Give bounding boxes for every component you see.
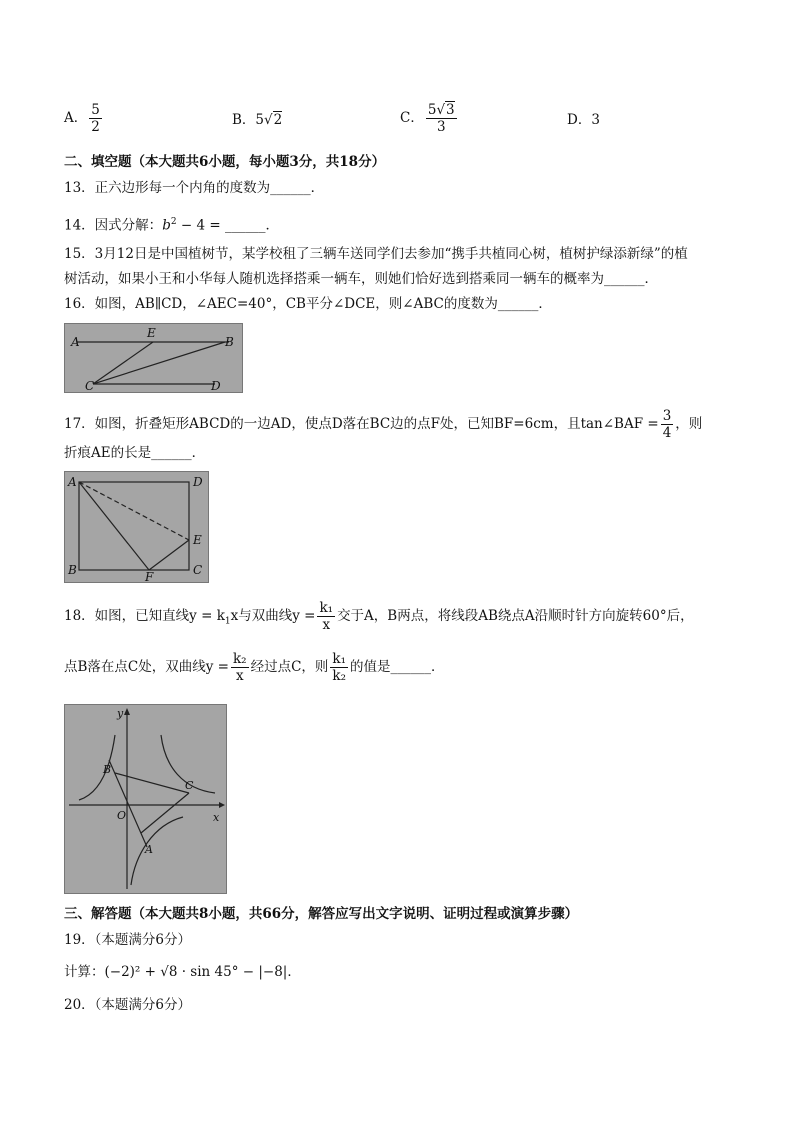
q17-line1 [64, 408, 702, 441]
label-e: E [147, 326, 156, 340]
label-d: D [193, 475, 203, 489]
option-c-rad: 3 [446, 102, 455, 118]
option-c-label: C． [400, 110, 424, 126]
q17-line2: 折痕AE的长是______． [64, 445, 206, 461]
q17-text-a: 17．如图，折叠矩形ABCD的一边AD，使点D落在BC边的点F处，已知BF=6cm，且tan∠BAF = [64, 416, 659, 432]
label-c: C [193, 563, 203, 577]
label-o: O [117, 809, 127, 822]
q16-diagram [65, 324, 242, 392]
label-y: y [117, 707, 124, 720]
x-arrow [219, 802, 225, 808]
line-fe [149, 540, 189, 570]
q18-f2-den: x [235, 668, 244, 684]
line-af [79, 482, 149, 570]
q18-text-e: 经过点C，则 [250, 659, 329, 675]
option-d-text: 3 [591, 112, 600, 128]
q19-calc-prefix: 计算： [64, 964, 105, 980]
q18-diagram [65, 705, 226, 893]
option-b-coef: 5 [255, 112, 265, 128]
q15-line1: 15．3月12日是中国植树节，某学校租了三辆车送同学们去参加“携手共植同心树，植树护绿添新绿”的植 [64, 246, 688, 262]
line-ce [93, 342, 153, 384]
label-b: B [68, 563, 77, 577]
q14-prefix: 14．因式分解： [64, 217, 163, 234]
segment-bc [115, 773, 189, 793]
option-c-den: 3 [436, 119, 446, 135]
q14-exp: 2 [170, 217, 177, 227]
section2-heading: 二、填空题（本大题共6小题，每小题3分，共18分） [64, 154, 386, 170]
q18-f2-num: k₂ [232, 651, 247, 667]
q18-f1-num: k₁ [319, 600, 334, 616]
q14-b: b [162, 217, 171, 234]
option-a-label: A． [64, 110, 88, 126]
q14-rest: − 4 = ______． [176, 217, 279, 234]
q13: 13．正六边形每一个内角的度数为______． [64, 180, 325, 196]
option-a-den: 2 [91, 119, 100, 135]
line-cb [93, 342, 225, 384]
q14 [64, 212, 279, 236]
q18-f1-den: x [322, 617, 331, 633]
label-d: D [211, 379, 221, 392]
label-a: A [145, 843, 153, 856]
q18-f3-num: k₁ [332, 651, 347, 667]
option-b-label: B． [232, 112, 256, 128]
q18-text-b: x与双曲线y = [230, 608, 316, 624]
q18-line1 [64, 600, 694, 633]
q17-text-b: ，则 [675, 416, 703, 432]
label-b: B [103, 763, 112, 776]
q15-line2: 树活动，如果小王和小华每人随机选择搭乘一辆车，则她们恰好选到搭乘同一辆车的概率为______． [64, 271, 658, 287]
q18-f3-den: k₂ [332, 668, 347, 684]
q19-title: 19．（本题满分6分） [64, 932, 192, 948]
q18-text-a: 18．如图，已知直线y = k [64, 608, 225, 624]
q18-text-f: 的值是______． [350, 659, 445, 675]
label-f: F [145, 570, 154, 582]
q18-text-d: 点B落在点C处，双曲线y = [64, 659, 229, 675]
option-d-label: D． [567, 112, 592, 128]
q17-diagram [65, 472, 208, 582]
q18-figure [64, 704, 227, 894]
q17-figure [64, 471, 209, 583]
label-a: A [68, 475, 77, 489]
q18-sub: 1 [224, 616, 231, 627]
q18-line2 [64, 651, 445, 684]
option-a-num: 5 [91, 102, 100, 118]
label-e: E [193, 533, 202, 547]
option-b-rad: 2 [273, 112, 283, 128]
section3-heading: 三、解答题（本大题共8小题，共66分，解答应写出文字说明、证明过程或演算步骤） [64, 906, 579, 922]
q16-figure [64, 323, 243, 393]
line-y-k1x [109, 760, 147, 847]
line-ae [79, 482, 189, 540]
q20-title: 20．（本题满分6分） [64, 997, 192, 1013]
q19-calc-expr: (−2)² + √8 · sin 45° − |−8|． [104, 964, 301, 980]
q17-frac-den: 4 [662, 425, 672, 441]
label-x: x [213, 811, 220, 824]
segment-ca [141, 793, 189, 833]
option-c: C． $\frac{5√3}{3}$ [400, 102, 455, 135]
label-c: C [185, 779, 194, 792]
option-d [567, 110, 600, 130]
rect-abcd [79, 482, 189, 570]
option-c-coef: 5 [427, 102, 437, 118]
label-a: A [71, 335, 80, 349]
label-c: C [85, 379, 95, 392]
q19-calc [64, 962, 301, 982]
q18-text-c: 交于A，B两点，将线段AB绕点A沿顺时针方向旋转60°后， [337, 608, 694, 624]
option-a [64, 102, 104, 135]
q17-frac-num: 3 [662, 408, 672, 424]
y-arrow [124, 708, 130, 715]
label-b: B [225, 335, 234, 349]
option-b: B．5√2 [232, 112, 283, 128]
q16: 16．如图，AB∥CD，∠AEC=40°，CB平分∠DCE，则∠ABC的度数为______． [64, 296, 552, 312]
